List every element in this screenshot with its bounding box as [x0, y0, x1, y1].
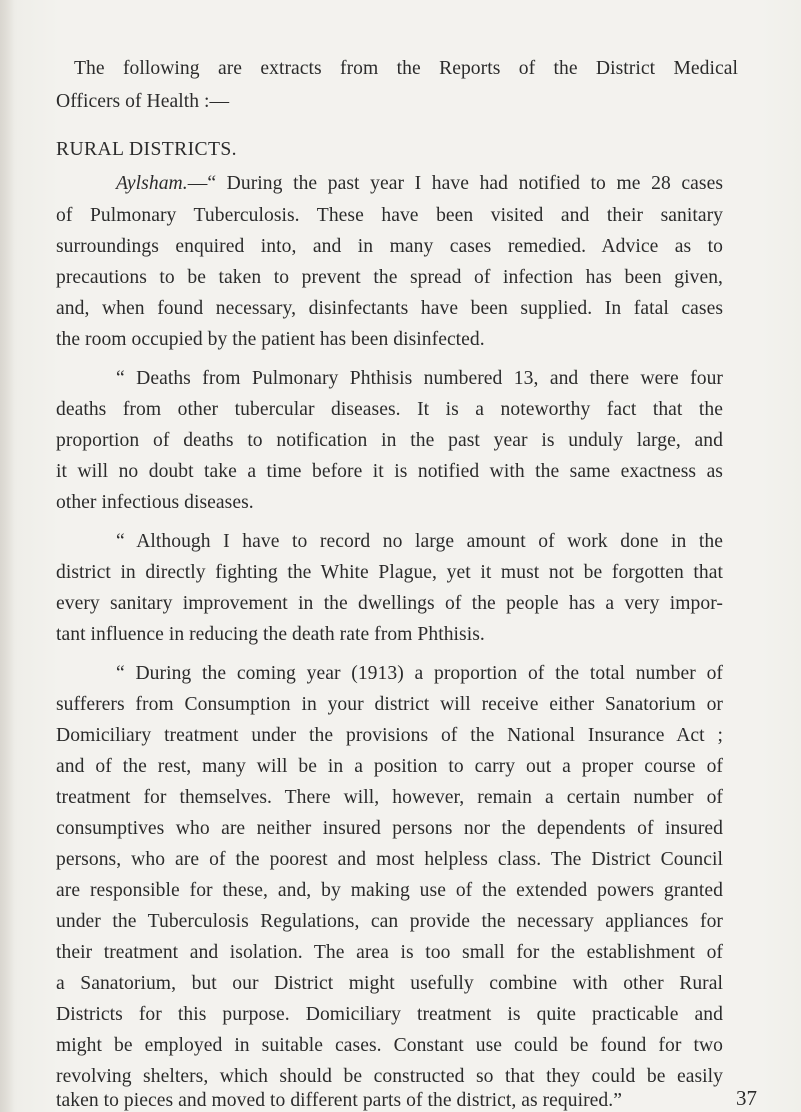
paragraph-1-line-6: the room occupied by the patient has been disinfected. — [56, 329, 485, 350]
section-heading: RURAL DISTRICTS. — [56, 139, 237, 160]
paragraph-3-line-3: every sanitary improvement in the dwellings of the people has a very impor- — [56, 593, 723, 614]
paragraph-3-line-2: district in directly fighting the White Plague, yet it must not be forgotten that — [56, 562, 723, 583]
place-name: Aylsham. — [116, 173, 188, 194]
paragraph-4-line-13: might be employed in suitable cases. Constant use could be found for two — [56, 1035, 723, 1056]
paragraph-1-line-3: surroundings enquired into, and in many cases remedied. Advice as to — [56, 236, 723, 257]
paragraph-2-line-1: “ Deaths from Pulmonary Phthisis numbered 13, and there were four — [116, 368, 723, 389]
paragraph-4-line-11: a Sanatorium, but our District might usefully combine with other Rural — [56, 973, 723, 994]
paragraph-1-line-5: and, when found necessary, disinfectants have been supplied. In fatal cases — [56, 298, 723, 319]
paragraph-4-line-9: under the Tuberculosis Regulations, can provide the necessary appliances for — [56, 911, 723, 932]
paragraph-1-line-2: of Pulmonary Tuberculosis. These have been visited and their sanitary — [56, 205, 723, 226]
paragraph-4-line-14: revolving shelters, which should be constructed so that they could be easily — [56, 1066, 723, 1087]
paragraph-4-line-7: persons, who are of the poorest and most helpless class. The District Council — [56, 849, 723, 870]
intro-line-2: Officers of Health :— — [56, 91, 230, 112]
paragraph-4-line-6: consumptives who are neither insured persons nor the dependents of insured — [56, 818, 723, 839]
intro-line-1: The following are extracts from the Reports of the District Medical — [74, 58, 738, 79]
paragraph-4-line-5: treatment for themselves. There will, however, remain a certain number of — [56, 787, 723, 808]
paragraph-2-line-3: proportion of deaths to notification in the past year is unduly large, and — [56, 430, 723, 451]
paragraph-4-line-1: “ During the coming year (1913) a proportion of the total number of — [116, 663, 723, 684]
paragraph-2-line-2: deaths from other tubercular diseases. It is a noteworthy fact that the — [56, 399, 723, 420]
paragraph-4-line-15: taken to pieces and moved to different parts of the district, as required.” — [56, 1090, 622, 1111]
paragraph-1-line-1: Aylsham.—“ During the past year I have had notified to me 28 cases — [116, 173, 723, 194]
page-edge-shadow — [0, 0, 14, 1112]
paragraph-2-line-5: other infectious diseases. — [56, 492, 254, 513]
paragraph-4-line-8: are responsible for these, and, by making use of the extended powers granted — [56, 880, 723, 901]
paragraph-2-line-4: it will no doubt take a time before it is notified with the same exactness as — [56, 461, 723, 482]
paragraph-3-line-1: “ Although I have to record no large amount of work done in the — [116, 531, 723, 552]
paragraph-4-line-10: their treatment and isolation. The area is too small for the establishment of — [56, 942, 723, 963]
paragraph-4-line-4: and of the rest, many will be in a position to carry out a proper course of — [56, 756, 723, 777]
paragraph-1-line-4: precautions to be taken to prevent the spread of infection has been given, — [56, 267, 723, 288]
paragraph-3-line-4: tant influence in reducing the death rate from Phthisis. — [56, 624, 485, 645]
paragraph-4-line-3: Domiciliary treatment under the provisions of the National Insurance Act ; — [56, 725, 723, 746]
paragraph-4-line-12: Districts for this purpose. Domiciliary treatment is quite practicable and — [56, 1004, 723, 1025]
paragraph-4-line-2: sufferers from Consumption in your district will receive either Sanatorium or — [56, 694, 723, 715]
page-number: 37 — [736, 1086, 757, 1110]
